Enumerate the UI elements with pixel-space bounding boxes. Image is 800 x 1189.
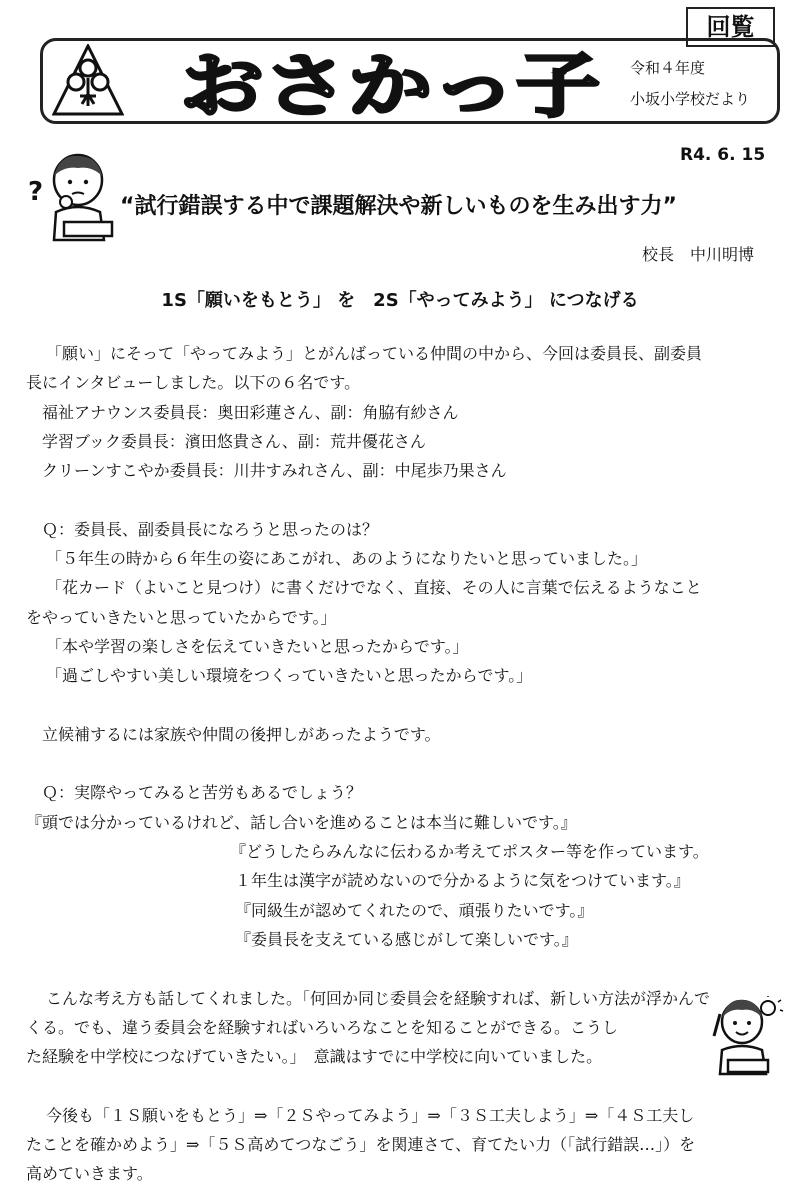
answer-line: 『委員長を支えている感じがして楽しいです。』 xyxy=(235,929,578,949)
svg-text:?: ? xyxy=(28,177,44,207)
answer-line: 「５年生の時から６年生の姿にあこがれ、あのようになりたいと思っていました。」 xyxy=(46,549,647,569)
thinking-child-icon xyxy=(26,150,121,242)
answer-line: 『どうしたらみんなに伝わるか考えてポスター等を作っています。 xyxy=(230,842,709,862)
body-line: こんな考え方も話してくれました。「何回か同じ委員会を経験すれば、新しい方法が浮かんで xyxy=(46,988,711,1008)
note-line: 立候補するには家族や仲間の後押しがあったようです。 xyxy=(42,724,441,744)
section-subheading: 1S「願いをもとう」 を 2S「やってみよう」 につなげる xyxy=(161,290,639,311)
masthead-title-text: おさかっ子 xyxy=(180,45,600,120)
answer-line: 『頭では分かっているけれど、話し合いを進めることは本当に難しいです。』 xyxy=(26,812,577,832)
body-line: たことを確かめよう」⇒「５Ｓ高めてつなごう」を関連さて、育てたい力（「試行錯誤…」）を xyxy=(26,1135,696,1155)
body-line: 学習ブック委員長：濱田悠貴さん、副：荒井優花さん xyxy=(42,431,426,451)
body-line: 「願い」にそって「やってみよう」とがんばっている仲間の中から、今回は委員長、副委員 xyxy=(46,344,703,363)
answer-line: １年生は漢字が読めないので分かるように気をつけています。』 xyxy=(235,871,690,891)
masthead-school-name: 小坂小学校だより xyxy=(630,90,751,108)
spacer xyxy=(26,1071,786,1100)
body-line: 高めていきます。 xyxy=(26,1164,153,1184)
answer-line: 「本や学習の楽しさを伝えていきたいと思ったからです。」 xyxy=(46,636,469,656)
body-line: 福祉アナウンス委員長：奥田彩蓮さん、副：角脇有紗さん xyxy=(42,402,459,422)
answer-line: をやっていきたいと思っていたからです。」 xyxy=(26,607,337,627)
body-line: くる。でも、違う委員会を経験すればいろいろなことを知ることができる。こうし xyxy=(26,1017,619,1037)
idea-child-icon xyxy=(706,996,784,1076)
masthead-era: 令和４年度 xyxy=(630,59,706,77)
masthead-title xyxy=(176,44,606,120)
question-1: Ｑ：委員長、副委員長になろうと思ったのは？ xyxy=(42,519,379,539)
issue-date: R4. 6. 15 xyxy=(680,145,766,165)
principal-name: 校長 中川明博 xyxy=(642,245,755,264)
body-line: 今後も「１Ｓ願いをもとう」⇒「２Ｓやってみよう」⇒「３Ｓ工夫しよう」⇒「４Ｓ工夫し xyxy=(46,1105,695,1125)
spacer xyxy=(26,749,786,778)
circulation-stamp: 回覧 xyxy=(686,7,775,47)
headline: “試行錯誤する中で課題解決や新しいものを生み出す力” xyxy=(120,194,677,219)
body-line: た経験を中学校につなげていきたい。」 意識はすでに中学校に向いていました。 xyxy=(26,1047,603,1067)
question-2: Ｑ：実際やってみると苦労もあるでしょう？ xyxy=(42,783,362,803)
answer-line: 『同級生が認めてくれたので、頑張りたいです。』 xyxy=(235,900,594,920)
spacer xyxy=(26,954,786,983)
body-line: クリーンすこやか委員長：川井すみれさん、副：中尾歩乃果さん xyxy=(42,461,507,481)
spacer xyxy=(26,485,786,514)
body-line: 長にインタビューしました。以下の６名です。 xyxy=(26,373,361,393)
spacer xyxy=(26,691,786,720)
article-body xyxy=(26,339,786,1189)
answer-line: 「花カード（よいこと見つけ）に書くだけでなく、直接、その人に言葉で伝えるようなこと xyxy=(46,578,702,598)
school-emblem-icon xyxy=(52,44,124,118)
answer-line: 「過ごしやすい美しい環境をつくっていきたいと思ったからです。」 xyxy=(46,666,533,686)
